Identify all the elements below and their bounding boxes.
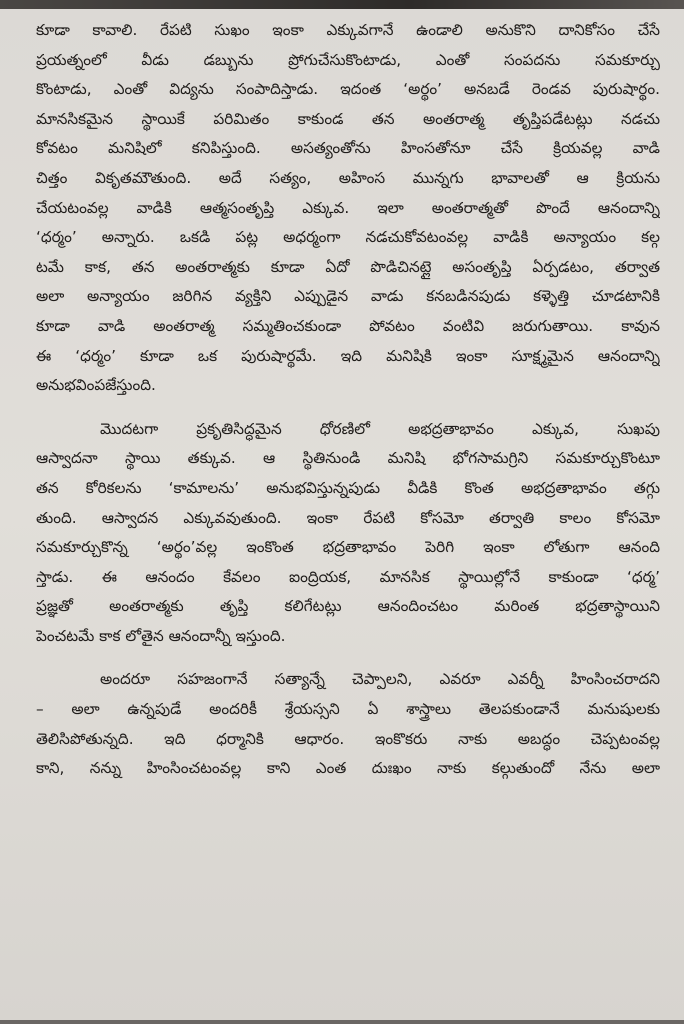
text-line: చేయటంవల్ల వాడికి ఆత్మసంతృప్తి ఎక్కువ. ఇలా అంతరాత్మతో పొందే ఆనందాన్ని <box>36 198 660 217</box>
text-line: – అలా ఉన్నపుడే అందరికీ శ్రేయస్సని ఏ శాస్త్రాలు తెలపకుండానే మనుషులకు <box>36 700 660 719</box>
page-bottom-edge <box>0 1020 684 1024</box>
paragraph-1 <box>36 16 660 401</box>
text-line: స్తాడు. ఈ ఆనందం కేవలం ఐంద్రియక, మానసిక స్థాయిల్లోనే కాకుండా ‘ధర్మ’ <box>36 567 660 586</box>
text-line: ఆస్వాదనా స్థాయి తక్కువ. ఆ స్థితినుండి మనిషి భోగసామగ్రిని సమకూర్చుకొంటూ <box>36 449 660 468</box>
text-line: ప్రజ్ఞతో అంతరాత్మకు తృప్తి కలిగేటట్లు ఆనందించటం మరింత భద్రతాస్థాయిని <box>36 597 660 616</box>
paragraph-spacer <box>36 401 660 415</box>
text-line: అలా అన్యాయం జరిగిన వ్యక్తిని ఎప్పుడైన వాడు కనబడినపుడు కళ్ళెత్తి చూడటానికి <box>36 287 660 306</box>
text-line: తన కోరికలను ‘కామాలను’ అనుభవిస్తున్నపుడు వీడికి కొంత అభద్రతాభావం తగ్గు <box>36 478 660 497</box>
body-text <box>36 16 660 784</box>
text-line: తుంది. ఆస్వాదన ఎక్కువవుతుంది. ఇంకా రేపటి కోసమో తర్వాతి కాలం కోసమో <box>36 508 660 527</box>
paragraph-3 <box>36 665 660 783</box>
text-line: కోవటం మనిషిలో కనిపిస్తుంది. అసత్యంతోను హింసతోనూ చేసే క్రియవల్ల వాడి <box>36 139 660 158</box>
page-top-edge <box>0 0 684 9</box>
text-line: చిత్తం వికృతమౌతుంది. అదే సత్యం, అహింస మున్నగు భావాలతో ఆ క్రియను <box>36 168 660 187</box>
text-line: పెంచటమే కాక లోతైన ఆనందాన్నీ ఇస్తుంది. <box>36 626 286 645</box>
text-line: అందరూ సహజంగానే సత్యాన్నే చెప్పాలని, ఎవరూ ఎవర్నీ హింసించరాదని <box>100 670 660 689</box>
paragraph-spacer <box>36 651 660 665</box>
text-line: సమకూర్చుకొన్న ‘అర్థం’వల్ల ఇంకొంత భద్రతాభావం పెరిగి ఇంకా లోతుగా ఆనంది <box>36 538 660 557</box>
text-line: ప్రయత్నంలో వీడు డబ్బును ప్రోగుచేసుకొంటాడు, ఎంతో సంపదను సమకూర్చు <box>36 50 660 69</box>
text-line: టమే కాక, తన అంతరాత్మకు కూడా ఏదో పొడిచినట్లై అసంతృప్తి ఏర్పడటం, తర్వాత <box>36 257 660 276</box>
text-line: మానసికమైన స్థాయికే పరిమితం కాకుండ తన అంతరాత్మ తృప్తిపడేటట్లు నడచు <box>36 109 660 128</box>
text-line: తెలిసిపోతున్నది. ఇది ధర్మానికి ఆధారం. ఇంకొకరు నాకు అబద్ధం చెప్పటంవల్ల <box>36 729 660 748</box>
text-line: ‘ధర్మం’ అన్నారు. ఒకడి పట్ల అధర్మంగా నడచుకోవటంవల్ల వాడికి అన్యాయం కల్గ <box>36 228 660 247</box>
paragraph-2 <box>36 415 660 652</box>
text-line: కాని, నన్ను హింసించటంవల్ల కాని ఎంత దుఃఖం నాకు కల్గుతుందో నేను అలా <box>36 759 660 778</box>
text-line: ఈ ‘ధర్మం’ కూడా ఒక పురుషార్థమే. ఇది మనిషికి ఇంకా సూక్ష్మమైన ఆనందాన్ని <box>36 346 660 365</box>
text-line: మొదటగా ప్రకృతిసిద్ధమైన ధోరణిలో అభద్రతాభావం ఎక్కువ, సుఖపు <box>100 419 660 438</box>
text-line: కొంటాడు, ఎంతో విద్యను సంపాదిస్తాడు. ఇదంత ‘అర్థం’ అనబడే రెండవ పురుషార్థం. <box>36 80 660 99</box>
text-line: కూడా వాడి అంతరాత్మ సమ్మతించకుండా పోవటం వంటివి జరుగుతాయి. కావున <box>36 316 660 335</box>
text-line: అనుభవింపజేస్తుంది. <box>36 376 156 395</box>
text-line: కూడా కావాలి. రేపటి సుఖం ఇంకా ఎక్కువగానే ఉండాలి అనుకొని దానికోసం చేసే <box>36 21 660 39</box>
